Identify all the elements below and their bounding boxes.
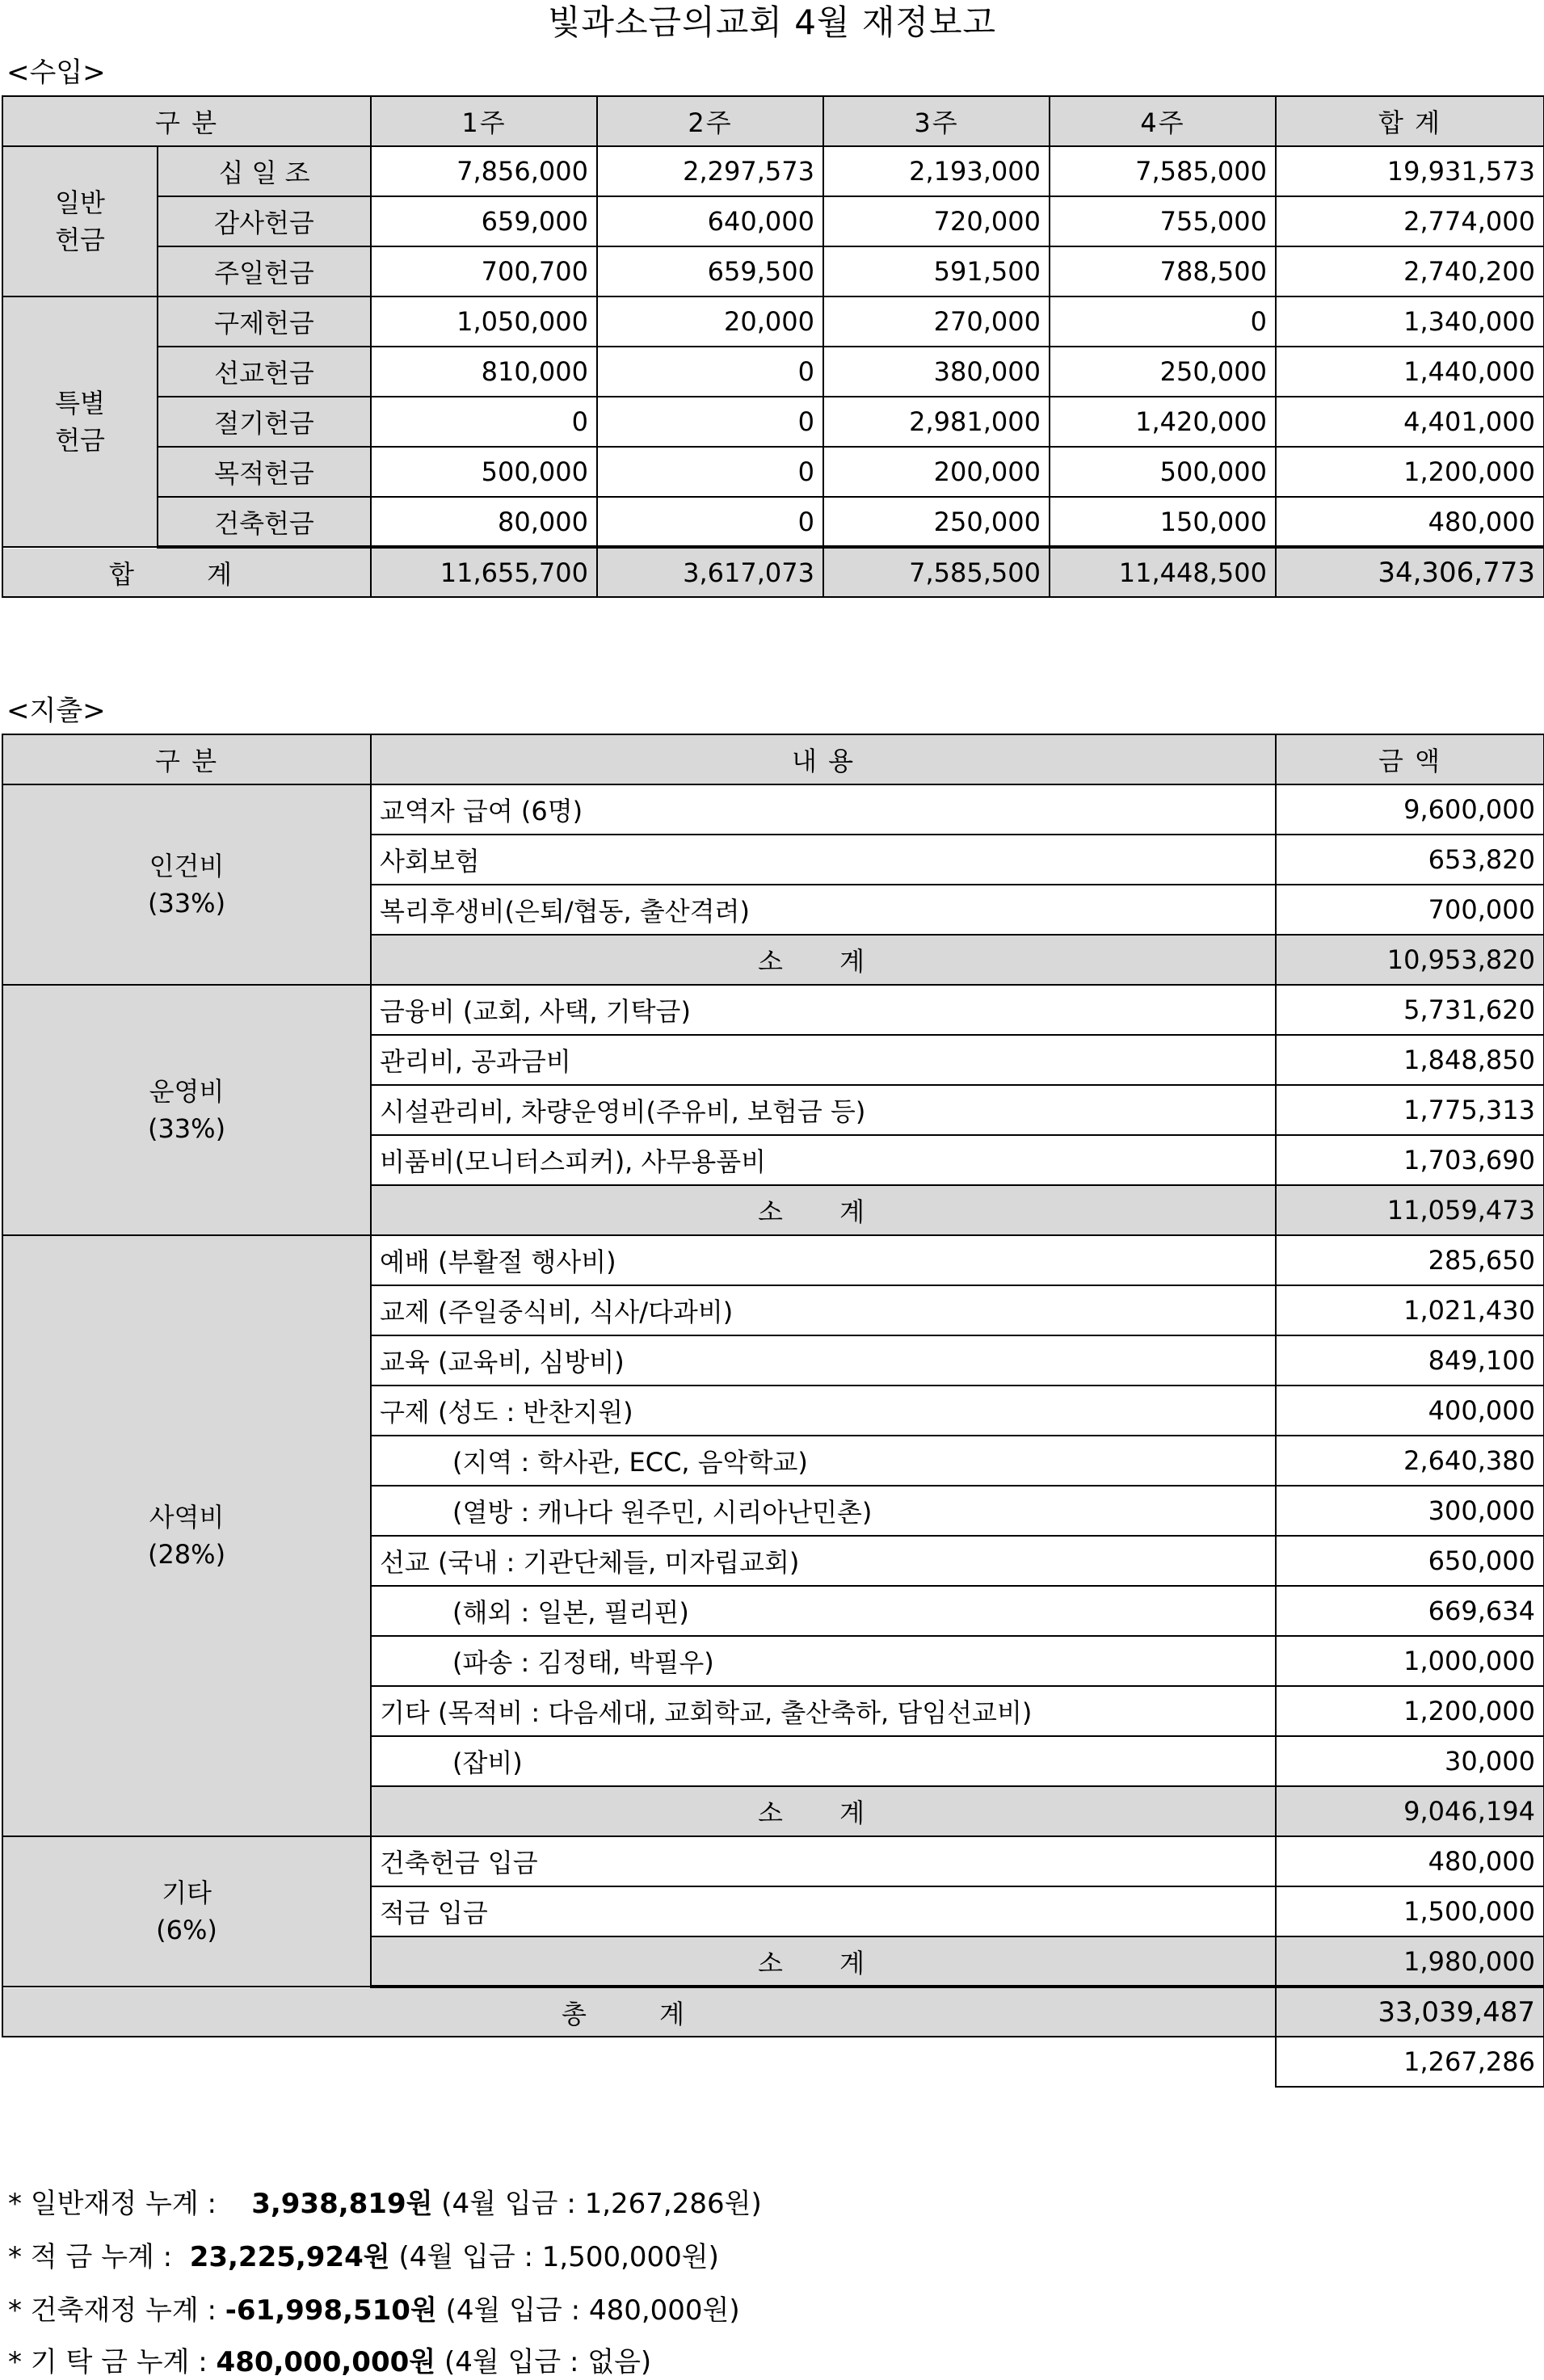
expense-amount: 400,000 bbox=[1276, 1386, 1544, 1436]
expense-amount: 650,000 bbox=[1276, 1536, 1544, 1586]
income-sum-cell: 3,617,073 bbox=[597, 547, 823, 597]
income-row-seasonal bbox=[2, 397, 1544, 447]
income-row-name: 십 일 조 bbox=[158, 146, 371, 196]
income-cell: 659,500 bbox=[597, 246, 823, 296]
expense-group-ministry bbox=[2, 1235, 371, 1836]
income-cell: 659,000 bbox=[371, 196, 597, 246]
income-row-tithe bbox=[2, 146, 1544, 196]
expense-desc: (해외 : 일본, 필리핀) bbox=[371, 1586, 1276, 1636]
expense-desc: 교육 (교육비, 심방비) bbox=[371, 1335, 1276, 1386]
income-group-special bbox=[2, 296, 158, 547]
expense-amount: 30,000 bbox=[1276, 1736, 1544, 1786]
expense-amount: 2,640,380 bbox=[1276, 1436, 1544, 1486]
summary-label: * 적 금 누계 : bbox=[8, 2241, 173, 2273]
expense-amount: 1,848,850 bbox=[1276, 1035, 1544, 1085]
expense-header-category: 구 분 bbox=[2, 734, 371, 784]
expense-desc: (지역 : 학사관, ECC, 음악학교) bbox=[371, 1436, 1276, 1486]
expense-desc: 교역자 급여 (6명) bbox=[371, 784, 1276, 835]
income-header-total: 합 계 bbox=[1276, 96, 1544, 146]
income-table bbox=[2, 95, 1544, 598]
income-header-week2: 2주 bbox=[597, 96, 823, 146]
income-row-name: 건축헌금 bbox=[158, 497, 371, 547]
expense-grand-total: 33,039,487 bbox=[1276, 1987, 1544, 2037]
summary-line-deposit bbox=[8, 2340, 651, 2379]
expense-desc: 교제 (주일중식비, 식사/다과비) bbox=[371, 1285, 1276, 1335]
income-cell: 0 bbox=[597, 347, 823, 397]
summary-label: * 기 탁 금 누계 : bbox=[8, 2346, 208, 2378]
expense-header-content: 내 용 bbox=[371, 734, 1276, 784]
income-row-total: 4,401,000 bbox=[1276, 397, 1544, 447]
expense-subtotal: 11,059,473 bbox=[1276, 1185, 1544, 1235]
income-row-name: 목적헌금 bbox=[158, 447, 371, 497]
income-cell: 720,000 bbox=[823, 196, 1050, 246]
expense-amount: 669,634 bbox=[1276, 1586, 1544, 1636]
income-row-name: 선교헌금 bbox=[158, 347, 371, 397]
expense-header-row bbox=[2, 734, 1544, 784]
expense-amount: 480,000 bbox=[1276, 1836, 1544, 1886]
summary-line-building bbox=[8, 2288, 740, 2327]
income-row-mission bbox=[2, 347, 1544, 397]
expense-grand-total-label: 총 계 bbox=[2, 1987, 1276, 2037]
expense-desc: 시설관리비, 차량운영비(주유비, 보험금 등) bbox=[371, 1085, 1276, 1135]
income-row-total: 1,340,000 bbox=[1276, 296, 1544, 347]
income-row-purpose bbox=[2, 447, 1544, 497]
income-grand-total: 34,306,773 bbox=[1276, 547, 1544, 597]
expense-amount: 1,200,000 bbox=[1276, 1686, 1544, 1736]
income-row-name: 구제헌금 bbox=[158, 296, 371, 347]
expense-group-label: 운영비 (33%) bbox=[147, 1076, 226, 1144]
expense-desc: 비품비(모니터스피커), 사무용품비 bbox=[371, 1135, 1276, 1185]
income-cell: 591,500 bbox=[823, 246, 1050, 296]
expense-subtotal-label: 소 계 bbox=[371, 1185, 1276, 1235]
page-title: 빛과소금의교회 4월 재정보고 bbox=[547, 2, 997, 42]
expense-row bbox=[2, 784, 1544, 835]
summary-note: (4월 입금 : 없음) bbox=[444, 2346, 652, 2378]
income-cell: 20,000 bbox=[597, 296, 823, 347]
expense-row bbox=[2, 985, 1544, 1035]
income-cell: 755,000 bbox=[1050, 196, 1276, 246]
expense-row bbox=[2, 1235, 1544, 1285]
expense-desc: (열방 : 캐나다 원주민, 시리아난민촌) bbox=[371, 1486, 1276, 1536]
income-row-total: 2,740,200 bbox=[1276, 246, 1544, 296]
expense-desc: 적금 입금 bbox=[371, 1886, 1276, 1936]
expense-amount: 849,100 bbox=[1276, 1335, 1544, 1386]
income-cell: 7,585,000 bbox=[1050, 146, 1276, 196]
income-sum-cell: 7,585,500 bbox=[823, 547, 1050, 597]
expense-group-operation bbox=[2, 985, 371, 1235]
income-cell: 700,700 bbox=[371, 246, 597, 296]
income-cell: 0 bbox=[597, 397, 823, 447]
income-cell: 80,000 bbox=[371, 497, 597, 547]
expense-subtotal-label: 소 계 bbox=[371, 935, 1276, 985]
expense-desc: 예배 (부활절 행사비) bbox=[371, 1235, 1276, 1285]
income-row-building bbox=[2, 497, 1544, 547]
expense-subtotal: 10,953,820 bbox=[1276, 935, 1544, 985]
income-row-name: 주일헌금 bbox=[158, 246, 371, 296]
expense-amount: 5,731,620 bbox=[1276, 985, 1544, 1035]
income-cell: 7,856,000 bbox=[371, 146, 597, 196]
expense-amount: 700,000 bbox=[1276, 885, 1544, 935]
income-cell: 250,000 bbox=[1050, 347, 1276, 397]
expense-desc: 건축헌금 입금 bbox=[371, 1836, 1276, 1886]
expense-group-other bbox=[2, 1836, 371, 1987]
income-row-total: 1,440,000 bbox=[1276, 347, 1544, 397]
expense-group-personnel bbox=[2, 784, 371, 985]
income-cell: 200,000 bbox=[823, 447, 1050, 497]
expense-subtotal: 9,046,194 bbox=[1276, 1786, 1544, 1836]
income-row-total: 480,000 bbox=[1276, 497, 1544, 547]
expense-group-label: 기타 (6%) bbox=[156, 1878, 217, 1945]
income-cell: 270,000 bbox=[823, 296, 1050, 347]
expense-amount: 1,775,313 bbox=[1276, 1085, 1544, 1135]
summary-line-savings bbox=[8, 2235, 719, 2274]
income-row-total: 2,774,000 bbox=[1276, 196, 1544, 246]
expense-amount: 1,000,000 bbox=[1276, 1636, 1544, 1686]
income-cell: 0 bbox=[597, 447, 823, 497]
summary-note: (4월 입금 : 1,500,000원) bbox=[398, 2241, 719, 2273]
income-row-total: 1,200,000 bbox=[1276, 447, 1544, 497]
income-cell: 1,050,000 bbox=[371, 296, 597, 347]
expense-amount: 9,600,000 bbox=[1276, 784, 1544, 835]
income-cell: 150,000 bbox=[1050, 497, 1276, 547]
summary-value: 3,938,819원 bbox=[251, 2188, 433, 2220]
expense-amount: 285,650 bbox=[1276, 1235, 1544, 1285]
expense-desc: 기타 (목적비 : 다음세대, 교회학교, 출산축하, 담임선교비) bbox=[371, 1686, 1276, 1736]
expense-desc: (잡비) bbox=[371, 1736, 1276, 1786]
expense-desc: 구제 (성도 : 반찬지원) bbox=[371, 1386, 1276, 1436]
expense-header-amount: 금 액 bbox=[1276, 734, 1544, 784]
income-row-sunday bbox=[2, 246, 1544, 296]
income-header-week1: 1주 bbox=[371, 96, 597, 146]
income-cell: 2,193,000 bbox=[823, 146, 1050, 196]
income-cell: 2,981,000 bbox=[823, 397, 1050, 447]
expense-group-label: 인건비 (33%) bbox=[147, 851, 226, 919]
expense-amount: 1,703,690 bbox=[1276, 1135, 1544, 1185]
expense-amount: 1,500,000 bbox=[1276, 1886, 1544, 1936]
income-row-relief bbox=[2, 296, 1544, 347]
income-sum-label: 합 계 bbox=[2, 547, 371, 597]
summary-value: 23,225,924원 bbox=[189, 2241, 390, 2273]
income-cell: 250,000 bbox=[823, 497, 1050, 547]
expense-amount: 300,000 bbox=[1276, 1486, 1544, 1536]
summary-note: (4월 입금 : 1,267,286원) bbox=[441, 2188, 762, 2220]
income-group-general-label: 일반 헌금 bbox=[55, 187, 105, 255]
income-sum-row bbox=[2, 547, 1544, 597]
income-header-category: 구 분 bbox=[2, 96, 371, 146]
summary-note: (4월 입금 : 480,000원) bbox=[445, 2294, 740, 2327]
summary-value: -61,998,510원 bbox=[225, 2294, 437, 2327]
summary-line-general bbox=[8, 2181, 762, 2221]
expense-balance-row bbox=[2, 2037, 1544, 2087]
expense-balance-spacer bbox=[2, 2037, 1276, 2087]
income-cell: 0 bbox=[371, 397, 597, 447]
income-group-special-label: 특별 헌금 bbox=[55, 388, 105, 456]
income-header-week3: 3주 bbox=[823, 96, 1050, 146]
expense-subtotal-label: 소 계 bbox=[371, 1936, 1276, 1987]
income-cell: 500,000 bbox=[371, 447, 597, 497]
expense-subtotal: 1,980,000 bbox=[1276, 1936, 1544, 1987]
income-cell: 1,420,000 bbox=[1050, 397, 1276, 447]
summary-value: 480,000,000원 bbox=[216, 2346, 436, 2378]
expense-balance: 1,267,286 bbox=[1276, 2037, 1544, 2087]
income-cell: 810,000 bbox=[371, 347, 597, 397]
income-cell: 788,500 bbox=[1050, 246, 1276, 296]
expense-subtotal-label: 소 계 bbox=[371, 1786, 1276, 1836]
expense-desc: 사회보험 bbox=[371, 835, 1276, 885]
expense-desc: (파송 : 김정태, 박필우) bbox=[371, 1636, 1276, 1686]
expense-table bbox=[2, 734, 1544, 2088]
income-cell: 380,000 bbox=[823, 347, 1050, 397]
expense-desc: 금융비 (교회, 사택, 기탁금) bbox=[371, 985, 1276, 1035]
income-row-thanks bbox=[2, 196, 1544, 246]
expense-section-label: <지출> bbox=[6, 695, 106, 727]
income-header-row bbox=[2, 96, 1544, 146]
summary-label: * 건축재정 누계 : bbox=[8, 2294, 217, 2327]
expense-desc: 선교 (국내 : 기관단체들, 미자립교회) bbox=[371, 1536, 1276, 1586]
income-header-week4: 4주 bbox=[1050, 96, 1276, 146]
income-cell: 0 bbox=[597, 497, 823, 547]
summary-label: * 일반재정 누계 : bbox=[8, 2188, 217, 2220]
income-cell: 640,000 bbox=[597, 196, 823, 246]
income-sum-cell: 11,448,500 bbox=[1050, 547, 1276, 597]
expense-desc: 관리비, 공과금비 bbox=[371, 1035, 1276, 1085]
expense-row bbox=[2, 1836, 1544, 1886]
expense-desc: 복리후생비(은퇴/협동, 출산격려) bbox=[371, 885, 1276, 935]
income-sum-cell: 11,655,700 bbox=[371, 547, 597, 597]
income-row-name: 절기헌금 bbox=[158, 397, 371, 447]
expense-amount: 1,021,430 bbox=[1276, 1285, 1544, 1335]
expense-group-label: 사역비 (28%) bbox=[147, 1502, 226, 1570]
income-cell: 2,297,573 bbox=[597, 146, 823, 196]
income-cell: 0 bbox=[1050, 296, 1276, 347]
expense-amount: 653,820 bbox=[1276, 835, 1544, 885]
income-cell: 500,000 bbox=[1050, 447, 1276, 497]
income-group-general bbox=[2, 146, 158, 296]
income-row-name: 감사헌금 bbox=[158, 196, 371, 246]
income-row-total: 19,931,573 bbox=[1276, 146, 1544, 196]
expense-grand-total-row bbox=[2, 1987, 1544, 2037]
income-section-label: <수입> bbox=[6, 57, 106, 89]
